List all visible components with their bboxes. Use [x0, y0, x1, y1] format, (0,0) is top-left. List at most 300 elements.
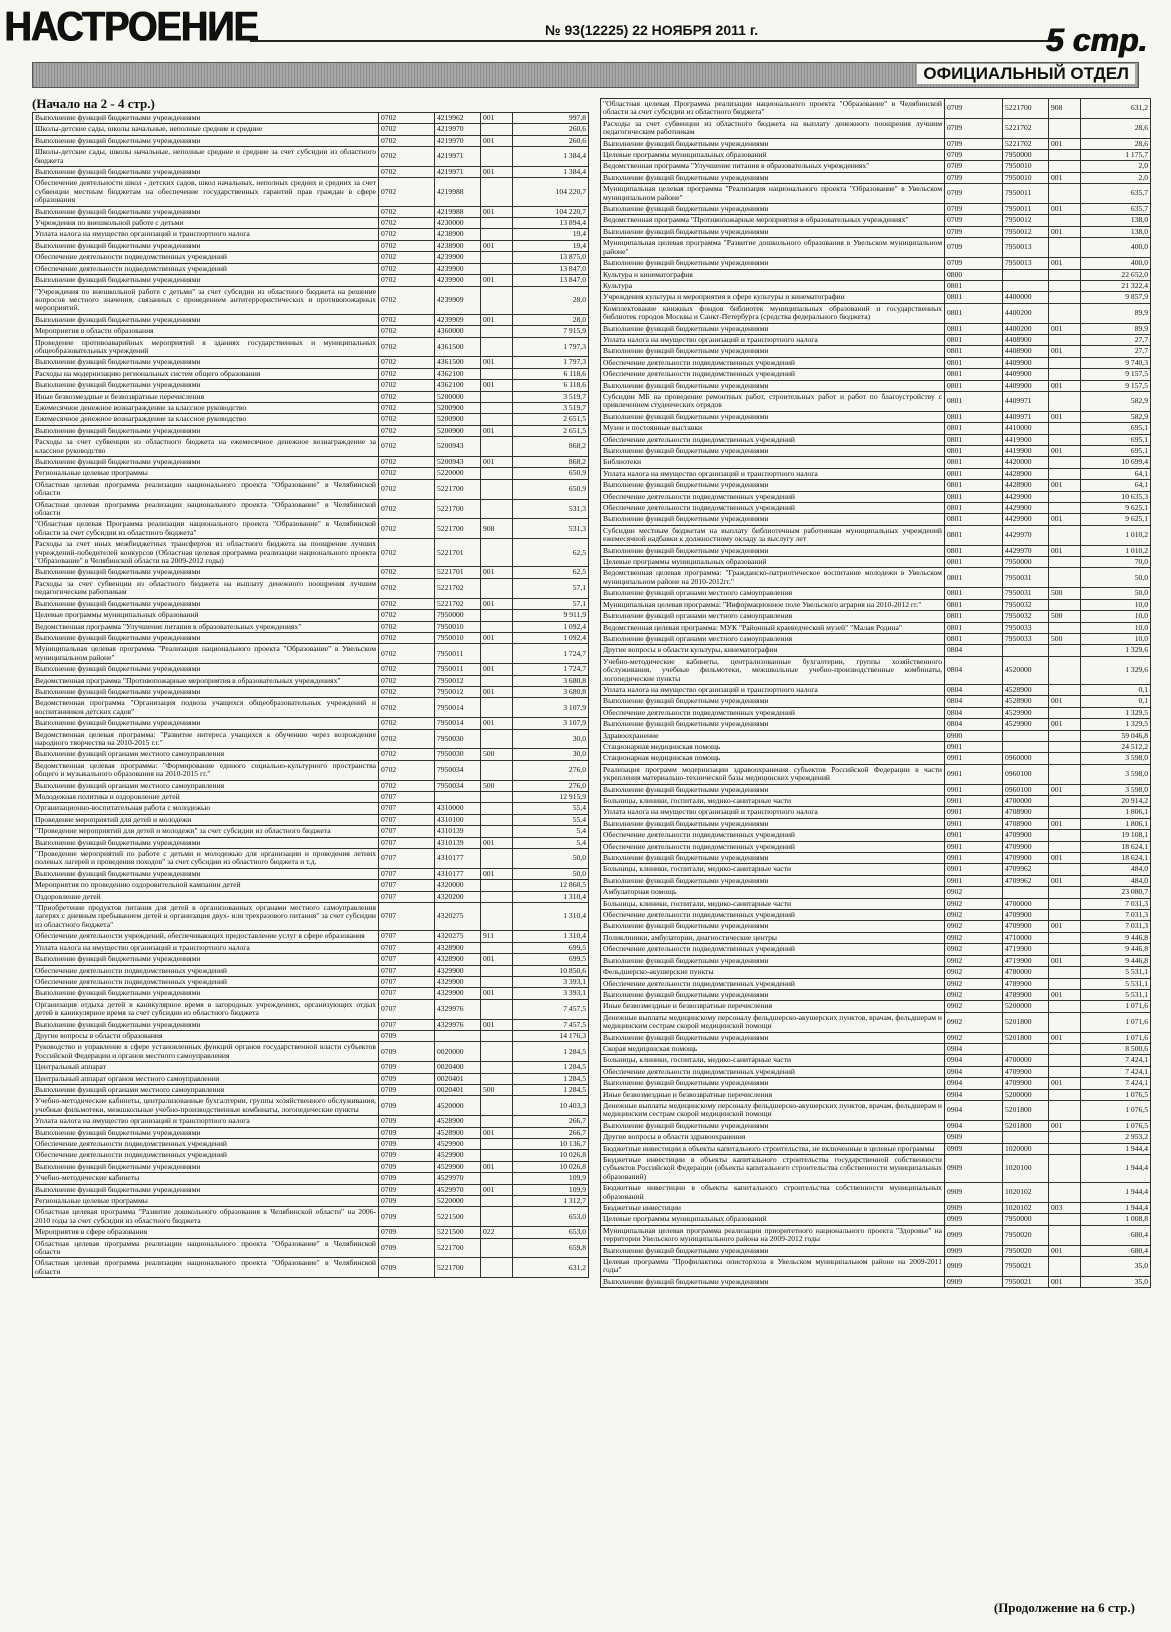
row-expense-type: [1049, 503, 1081, 514]
row-target-article: 4709962: [1003, 864, 1049, 875]
row-target-article: 4310139: [435, 837, 481, 848]
table-row: [601, 545, 1151, 556]
row-section-code: 0702: [379, 621, 435, 632]
row-description: Молодежная политика и оздоровление детей: [33, 792, 379, 803]
row-expense-type: [481, 1207, 513, 1227]
table-row: [33, 1173, 589, 1184]
table-row: [601, 303, 1151, 323]
row-section-code: 0702: [379, 368, 435, 379]
row-amount: 1 310,4: [513, 903, 589, 931]
row-expense-type: [481, 999, 513, 1019]
row-expense-type: [1049, 910, 1081, 921]
row-target-article: 4529900: [435, 1139, 481, 1150]
row-expense-type: 001: [1049, 719, 1081, 730]
row-amount: 10,0: [1081, 611, 1151, 622]
table-row: [601, 269, 1151, 280]
row-section-code: 0709: [379, 1258, 435, 1278]
row-section-code: 0902: [945, 955, 1003, 966]
row-amount: 699,5: [513, 942, 589, 953]
row-expense-type: [481, 337, 513, 357]
row-expense-type: 001: [1049, 346, 1081, 357]
row-description: Бюджетные инвестиции в объекты капитального строительства, не включенные в целевые программы: [601, 1143, 945, 1154]
row-section-code: 0707: [379, 837, 435, 848]
row-description: Выполнение функций бюджетными учреждениями: [601, 784, 945, 795]
table-row: [601, 434, 1151, 445]
row-target-article: 5221700: [1003, 99, 1049, 119]
row-target-article: 4362100: [435, 380, 481, 391]
row-amount: 28,6: [1081, 138, 1151, 149]
row-target-article: 7950010: [435, 621, 481, 632]
row-section-code: 0902: [945, 978, 1003, 989]
row-section-code: 0702: [379, 314, 435, 325]
row-amount: 7 457,5: [513, 1019, 589, 1030]
row-target-article: 7950031: [1003, 588, 1049, 599]
row-target-article: 1020000: [1003, 1143, 1049, 1154]
row-description: Обеспечение деятельности подведомственных учреждений: [601, 707, 945, 718]
row-amount: 12 860,5: [513, 880, 589, 891]
row-description: Ведомственная программа "Противопожарные мероприятия в образовательных учреждениях": [33, 675, 379, 686]
row-section-code: 0801: [945, 446, 1003, 457]
row-amount: 650,9: [513, 468, 589, 479]
table-row: [33, 954, 589, 965]
row-description: Обеспечение деятельности подведомственных учреждений: [601, 369, 945, 380]
table-row: [33, 760, 589, 780]
row-amount: 10 850,6: [513, 965, 589, 976]
row-expense-type: 001: [1049, 226, 1081, 237]
table-row: [33, 664, 589, 675]
row-amount: 699,5: [513, 954, 589, 965]
row-description: Обеспечение деятельности подведомственных учреждений: [33, 965, 379, 976]
row-expense-type: 001: [481, 868, 513, 879]
row-description: Областная целевая программа реализации национального проекта "Образование" в Челябинской области: [33, 1238, 379, 1258]
row-amount: 10 635,3: [1081, 491, 1151, 502]
row-amount: 13 875,0: [513, 252, 589, 263]
row-description: Выполнение функций бюджетными учреждениями: [33, 837, 379, 848]
row-description: Выполнение функций бюджетными учреждениями: [601, 1120, 945, 1131]
row-section-code: 0801: [945, 622, 1003, 633]
row-target-article: 7950021: [1003, 1257, 1049, 1277]
row-amount: 7 031,3: [1081, 921, 1151, 932]
table-row: [601, 172, 1151, 183]
row-target-article: 5221702: [435, 578, 481, 598]
budget-table-left: [32, 112, 589, 1278]
table-row: [33, 1030, 589, 1041]
row-amount: 3 598,0: [1081, 784, 1151, 795]
row-amount: 1 329,5: [1081, 707, 1151, 718]
row-section-code: 0702: [379, 124, 435, 135]
row-section-code: 0702: [379, 337, 435, 357]
row-target-article: 7950000: [1003, 150, 1049, 161]
row-amount: 55,4: [513, 814, 589, 825]
row-target-article: 4408900: [1003, 334, 1049, 345]
table-row: [601, 955, 1151, 966]
row-section-code: 0702: [379, 391, 435, 402]
table-row: [33, 368, 589, 379]
row-amount: 10 403,3: [513, 1096, 589, 1116]
row-expense-type: 001: [481, 1127, 513, 1138]
row-expense-type: [481, 391, 513, 402]
row-section-code: 0702: [379, 178, 435, 206]
row-expense-type: [1049, 796, 1081, 807]
row-amount: 2,0: [1081, 172, 1151, 183]
row-section-code: 0709: [945, 238, 1003, 258]
table-row: [601, 468, 1151, 479]
row-description: Выполнение функций бюджетными учреждениями: [33, 1161, 379, 1172]
table-row: [33, 931, 589, 942]
row-expense-type: [1049, 434, 1081, 445]
row-description: Расходы за счет субвенции из областного бюджета на выплату денежного поощрения лучшим педагогическим работникам: [601, 118, 945, 138]
row-expense-type: 022: [481, 1227, 513, 1238]
row-target-article: 4529970: [435, 1184, 481, 1195]
row-expense-type: 001: [1049, 380, 1081, 391]
row-section-code: 0702: [379, 263, 435, 274]
row-target-article: 4409900: [1003, 380, 1049, 391]
row-section-code: 0909: [945, 1132, 1003, 1143]
row-amount: 266,7: [513, 1116, 589, 1127]
row-amount: 22 652,0: [1081, 269, 1151, 280]
row-description: Центральный аппарат органов местного самоуправления: [33, 1073, 379, 1084]
table-row: [33, 337, 589, 357]
row-target-article: 7950011: [435, 664, 481, 675]
table-row: [33, 610, 589, 621]
row-section-code: 0904: [945, 1055, 1003, 1066]
row-expense-type: [481, 792, 513, 803]
row-section-code: 0909: [945, 1143, 1003, 1154]
row-target-article: [1003, 730, 1049, 741]
row-section-code: 0904: [945, 1078, 1003, 1089]
row-target-article: 4709900: [1003, 1078, 1049, 1089]
table-row: [33, 826, 589, 837]
row-description: "Проведение мероприятий для детей и молодежи" за счет субсидии из областного бюджета: [33, 826, 379, 837]
table-row: [601, 1066, 1151, 1077]
table-row: [601, 818, 1151, 829]
row-section-code: 0909: [945, 1276, 1003, 1287]
row-amount: 1 724,7: [513, 644, 589, 664]
row-expense-type: [1049, 292, 1081, 303]
row-expense-type: [1049, 741, 1081, 752]
row-section-code: 0709: [945, 184, 1003, 204]
row-expense-type: 001: [481, 167, 513, 178]
row-section-code: 0707: [379, 931, 435, 942]
row-section-code: 0707: [379, 880, 435, 891]
row-section-code: 0709: [945, 215, 1003, 226]
row-description: Областная целевая программа "Развитие дошкольного образования в Челябинской области" на 2006-2010 годы за счет субсидии из областного бюджета: [33, 1207, 379, 1227]
row-expense-type: [1049, 1089, 1081, 1100]
row-amount: 3 519,7: [513, 391, 589, 402]
row-section-code: 0901: [945, 807, 1003, 818]
row-description: Скорая медицинская помощь: [601, 1043, 945, 1054]
row-description: Мероприятия в области образования: [33, 326, 379, 337]
row-expense-type: [1049, 369, 1081, 380]
row-expense-type: 001: [481, 567, 513, 578]
table-row: [33, 314, 589, 325]
row-description: Муниципальная целевая программа: "Информационное поле Увельского аграрня на 2010-2012 гг.": [601, 599, 945, 610]
row-amount: 997,8: [513, 113, 589, 124]
table-row: [33, 519, 589, 539]
table-row: [33, 263, 589, 274]
row-section-code: 0702: [379, 479, 435, 499]
page-number: 5 стр.: [1045, 22, 1147, 58]
row-target-article: 7950033: [1003, 622, 1049, 633]
row-section-code: 0801: [945, 599, 1003, 610]
table-row: [601, 323, 1151, 334]
row-target-article: 4360000: [435, 326, 481, 337]
row-target-article: 4239909: [435, 314, 481, 325]
row-expense-type: [1049, 1066, 1081, 1077]
table-row: [33, 1150, 589, 1161]
row-section-code: 0709: [379, 1127, 435, 1138]
row-section-code: 0709: [379, 1096, 435, 1116]
row-expense-type: [1049, 303, 1081, 323]
row-expense-type: 001: [1049, 545, 1081, 556]
row-target-article: [1003, 645, 1049, 656]
row-expense-type: 001: [481, 1019, 513, 1030]
row-amount: 50,0: [513, 849, 589, 869]
row-description: Обеспечение деятельности подведомственных учреждений: [601, 910, 945, 921]
row-description: Выполнение функций органами местного самоуправления: [33, 749, 379, 760]
row-expense-type: [1049, 457, 1081, 468]
row-description: Выполнение функций бюджетными учреждениями: [33, 598, 379, 609]
row-description: Выполнение функций бюджетными учреждениями: [33, 357, 379, 368]
row-description: Выполнение функций органами местного самоуправления: [601, 611, 945, 622]
row-target-article: 4219971: [435, 167, 481, 178]
row-expense-type: [1049, 622, 1081, 633]
row-expense-type: 001: [481, 457, 513, 468]
row-expense-type: 001: [481, 206, 513, 217]
row-expense-type: [481, 437, 513, 457]
row-expense-type: [1049, 215, 1081, 226]
row-target-article: 4709962: [1003, 875, 1049, 886]
row-section-code: 0902: [945, 932, 1003, 943]
table-row: [601, 423, 1151, 434]
table-row: [33, 837, 589, 848]
row-target-article: 4310100: [435, 814, 481, 825]
table-row: [601, 1012, 1151, 1032]
row-amount: 30,0: [513, 749, 589, 760]
row-expense-type: 001: [1049, 1032, 1081, 1043]
row-target-article: 4700000: [1003, 898, 1049, 909]
row-target-article: 5200900: [435, 402, 481, 413]
page-header: [0, 0, 1171, 95]
row-expense-type: 001: [1049, 921, 1081, 932]
row-section-code: 0707: [379, 965, 435, 976]
table-row: [33, 499, 589, 519]
row-expense-type: [481, 263, 513, 274]
row-amount: 1 312,7: [513, 1196, 589, 1207]
row-section-code: 0801: [945, 568, 1003, 588]
row-expense-type: [481, 578, 513, 598]
continued-to-note: (Продолжение на 6 стр.): [993, 1600, 1135, 1615]
row-expense-type: [1049, 1225, 1081, 1245]
row-target-article: 4239900: [435, 275, 481, 286]
row-amount: 24 512,2: [1081, 741, 1151, 752]
row-expense-type: [1049, 944, 1081, 955]
row-description: Больницы, клиники, госпитали, медико-санитарные части: [601, 864, 945, 875]
row-amount: 631,2: [1081, 99, 1151, 119]
table-row: [601, 696, 1151, 707]
row-expense-type: [1049, 898, 1081, 909]
row-section-code: 0702: [379, 326, 435, 337]
row-description: Выполнение функций бюджетными учреждениями: [33, 275, 379, 286]
table-row: [33, 124, 589, 135]
row-section-code: 0901: [945, 784, 1003, 795]
row-section-code: 0709: [379, 1073, 435, 1084]
row-expense-type: [1049, 978, 1081, 989]
row-section-code: 0702: [379, 252, 435, 263]
row-amount: 1 310,4: [513, 931, 589, 942]
row-section-code: 0702: [379, 286, 435, 314]
row-expense-type: [481, 760, 513, 780]
row-expense-type: [1049, 864, 1081, 875]
table-row: [601, 1120, 1151, 1131]
row-amount: 7 915,9: [513, 326, 589, 337]
table-row: [601, 875, 1151, 886]
row-target-article: 4410000: [1003, 423, 1049, 434]
row-expense-type: [1049, 568, 1081, 588]
row-description: Обеспечение деятельности подведомственных учреждений: [601, 434, 945, 445]
row-section-code: 0707: [379, 814, 435, 825]
table-row: [601, 830, 1151, 841]
row-amount: 70,0: [1081, 557, 1151, 568]
row-target-article: [1003, 280, 1049, 291]
row-target-article: 4329900: [435, 976, 481, 987]
table-row: [601, 1078, 1151, 1089]
table-row: [601, 238, 1151, 258]
row-amount: 7 424,1: [1081, 1055, 1151, 1066]
row-section-code: 0702: [379, 664, 435, 675]
row-amount: 59 046,8: [1081, 730, 1151, 741]
table-row: [33, 357, 589, 368]
row-expense-type: 001: [481, 425, 513, 436]
row-amount: 1 284,5: [513, 1084, 589, 1095]
row-description: Обеспечение деятельности подведомственных учреждений: [601, 841, 945, 852]
row-expense-type: 908: [1049, 99, 1081, 119]
row-expense-type: 001: [481, 664, 513, 675]
row-description: Целевые программы муниципальных образований: [33, 610, 379, 621]
row-section-code: 0801: [945, 380, 1003, 391]
row-section-code: 0702: [379, 499, 435, 519]
row-target-article: 4429970: [1003, 525, 1049, 545]
row-description: Выполнение функций бюджетными учреждениями: [33, 1127, 379, 1138]
row-section-code: 0702: [379, 749, 435, 760]
row-amount: 1 310,4: [513, 891, 589, 902]
row-description: Выполнение функций бюджетными учреждениями: [33, 664, 379, 675]
row-target-article: 4789900: [1003, 978, 1049, 989]
row-target-article: 4400000: [1003, 292, 1049, 303]
row-expense-type: 001: [1049, 696, 1081, 707]
row-amount: 7 031,3: [1081, 910, 1151, 921]
row-section-code: 0902: [945, 989, 1003, 1000]
row-expense-type: 001: [481, 380, 513, 391]
row-target-article: 5200000: [1003, 1001, 1049, 1012]
row-description: Учреждения культуры и мероприятия в сфере культуры и кинематографии: [601, 292, 945, 303]
row-amount: 1 806,1: [1081, 818, 1151, 829]
row-section-code: 0902: [945, 1032, 1003, 1043]
table-row: [601, 611, 1151, 622]
row-section-code: 0801: [945, 346, 1003, 357]
row-expense-type: [1049, 1043, 1081, 1054]
row-section-code: 0702: [379, 686, 435, 697]
row-expense-type: [481, 814, 513, 825]
row-description: Проведение противоаварийных мероприятий в зданиях государственных и муниципальных общеобразовательных учреждений: [33, 337, 379, 357]
row-expense-type: [481, 479, 513, 499]
row-amount: 7 424,1: [1081, 1066, 1151, 1077]
row-section-code: 0707: [379, 988, 435, 999]
row-target-article: 5200900: [435, 414, 481, 425]
row-expense-type: [481, 402, 513, 413]
table-row: [601, 1143, 1151, 1154]
row-target-article: 7950012: [1003, 226, 1049, 237]
row-expense-type: 500: [481, 1084, 513, 1095]
table-row: [601, 599, 1151, 610]
row-description: Бюджетные инвестиции в объекты капитального строительства собственности муниципальных образований: [601, 1183, 945, 1203]
row-target-article: 4429900: [1003, 503, 1049, 514]
row-section-code: 0801: [945, 357, 1003, 368]
row-expense-type: 001: [1049, 784, 1081, 795]
row-amount: 89,9: [1081, 303, 1151, 323]
row-target-article: 4700000: [1003, 796, 1049, 807]
row-section-code: 0904: [945, 1100, 1003, 1120]
row-expense-type: [1049, 334, 1081, 345]
row-target-article: 7950010: [1003, 172, 1049, 183]
row-description: Библиотеки: [601, 457, 945, 468]
row-description: Фельдшерско-акушерские пункты: [601, 967, 945, 978]
row-description: Выполнение функций органами местного самоуправления: [33, 1084, 379, 1095]
row-amount: 1 384,4: [513, 167, 589, 178]
row-description: Комплектование книжных фондов библиотек муниципальных образований и государственных библиотек городов Москвы и Санкт-Петербурга (средства федерального бюджета): [601, 303, 945, 323]
row-description: Выполнение функций органами местного самоуправления: [601, 633, 945, 644]
table-row: [33, 206, 589, 217]
row-expense-type: [1049, 645, 1081, 656]
row-amount: 138,0: [1081, 215, 1151, 226]
row-amount: 582,9: [1081, 391, 1151, 411]
row-expense-type: 500: [481, 749, 513, 760]
row-section-code: 0902: [945, 944, 1003, 955]
table-row: [33, 686, 589, 697]
row-expense-type: [481, 644, 513, 664]
row-expense-type: [1049, 807, 1081, 818]
row-target-article: 5221500: [435, 1207, 481, 1227]
row-description: Проведение мероприятий для детей и молодежи: [33, 814, 379, 825]
row-description: Уплата налога на имущество организаций и транспортного налога: [33, 1116, 379, 1127]
row-expense-type: [481, 621, 513, 632]
row-section-code: 0801: [945, 545, 1003, 556]
row-description: Другие вопросы в области образования: [33, 1030, 379, 1041]
row-expense-type: 001: [1049, 411, 1081, 422]
row-section-code: 0702: [379, 113, 435, 124]
table-row: [601, 280, 1151, 291]
row-description: Ведомственная программа "Противопожарные мероприятия в образовательных учреждениях": [601, 215, 945, 226]
row-expense-type: 001: [1049, 172, 1081, 183]
table-row: [33, 988, 589, 999]
table-row: [33, 1184, 589, 1195]
row-description: Муниципальная целевая программа "Реализация национального проекта "Образование" в Увельском муниципальном районе": [33, 644, 379, 664]
table-row: [33, 479, 589, 499]
row-section-code: 0709: [945, 118, 1003, 138]
row-amount: 9 446,8: [1081, 932, 1151, 943]
row-description: Денежные выплаты медицинскому персоналу фельдшерско-акушерских пунктов, врачам, фельдшерам и медицинским сестрам скорой медицинской помощи: [601, 1100, 945, 1120]
row-expense-type: [1049, 423, 1081, 434]
row-amount: 3 393,1: [513, 988, 589, 999]
row-expense-type: [1049, 830, 1081, 841]
row-target-article: 4709900: [1003, 830, 1049, 841]
table-row: [33, 891, 589, 902]
table-row: [33, 675, 589, 686]
row-target-article: 5201800: [1003, 1120, 1049, 1131]
table-row: [33, 229, 589, 240]
table-row: [33, 903, 589, 931]
row-amount: 1 806,1: [1081, 807, 1151, 818]
